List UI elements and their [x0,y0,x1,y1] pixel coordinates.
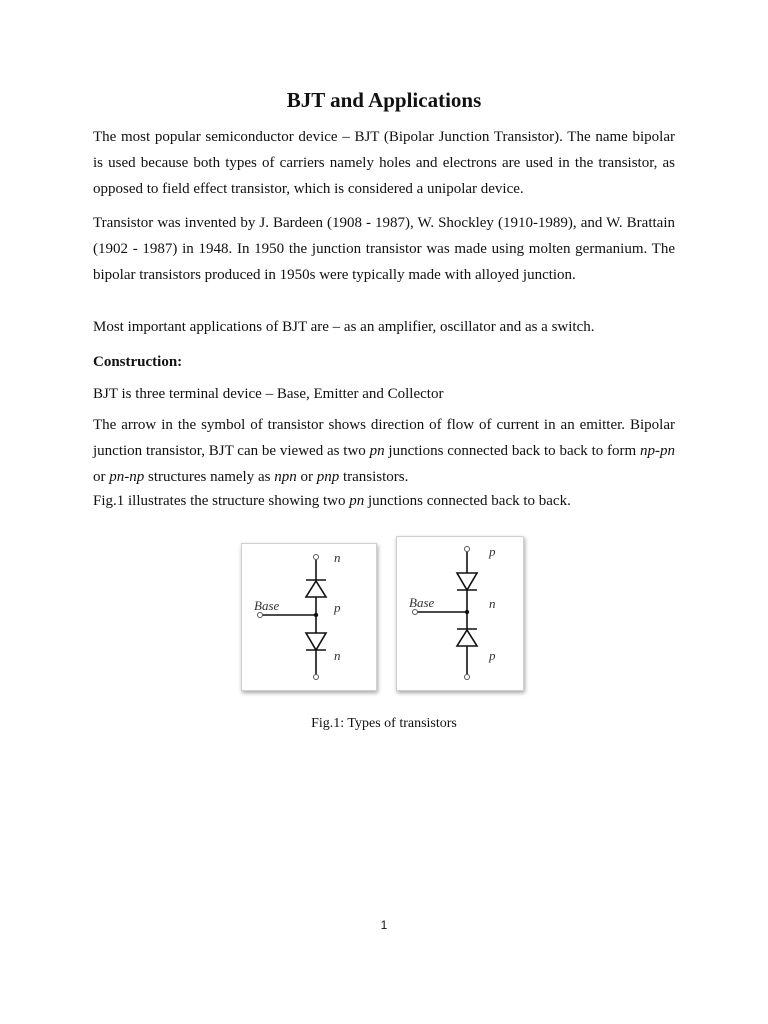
pnp-diagram [396,536,524,691]
npn-diagram [241,543,377,691]
intro-paragraph: The most popular semiconductor device – BJT (Bipolar Junction Transistor). The name bipolar is used because both types of carriers namely holes and electrons are used in the transistor, as opposed to field effect transistor, which is considered a unipolar device. [93,129,675,197]
figure-intro-line: Fig.1 illustrates the structure showing two pn junctions connected back to back. [93,493,571,509]
pnp-base-label: Base [409,595,435,610]
page-title: BJT and Applications [286,88,482,112]
terminals-line: BJT is three terminal device – Base, Emitter and Collector [93,386,444,402]
pnp-mid-label: n [489,596,496,611]
applications-paragraph: Most important applications of BJT are – as an amplifier, oscillator and as a switch. [93,319,595,335]
npn-mid-label: p [334,600,341,615]
npn-base-label: Base [254,598,280,613]
arrow-paragraph: The arrow in the symbol of transistor shows direction of flow of current in an emitter. Bipolar junction transistor, BJT can be viewed as two pn junctions connected back to back to form np-pn or pn-np structures namely as npn or pnp transistors. [93,417,676,485]
npn-bottom-label: n [334,648,341,663]
pnp-bottom-label: p [489,648,496,663]
npn-top-label: n [334,550,341,565]
construction-heading: Construction: [93,354,183,370]
history-paragraph: Transistor was invented by J. Bardeen (1908 - 1987), W. Shockley (1910-1989), and W. Brattain (1902 - 1987) in 1948. In 1950 the junction transistor was made using molten germanium. The bipolar transistors produced in 1950s were typically made with alloyed junction. [93,215,675,283]
figure-caption: Fig.1: Types of transistors [311,716,457,731]
page-number: 1 [380,918,388,932]
pnp-top-label: p [489,544,496,559]
